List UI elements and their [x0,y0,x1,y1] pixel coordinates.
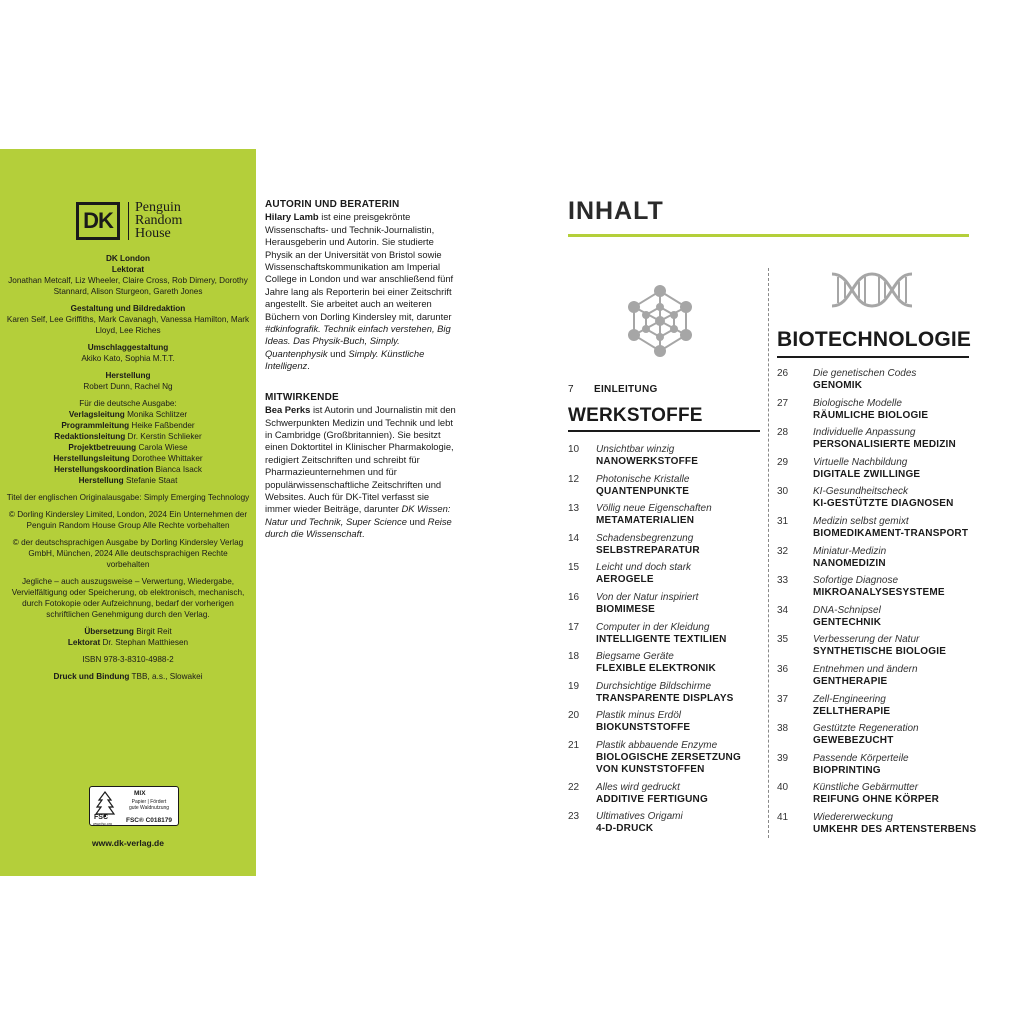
toc-title: GENOMIK [813,380,863,391]
toc-page: 18 [568,651,580,663]
toc-title: DIGITALE ZWILLINGE [813,468,921,480]
bio-italic: Simply. Künstliche Intelligenz [265,347,425,372]
toc-title: NANOMEDIZIN [813,557,886,569]
imprint-names: Karen Self, Lee Griffiths, Mark Cavanagh, Vanessa Hamilton, Mark Lloyd, Lee Riches [6,315,250,335]
column-separator [768,268,769,838]
toc-page: 15 [568,562,580,574]
toc-page: 10 [568,444,580,455]
translation-label: Übersetzung [84,627,134,636]
bio-italic: #dkinfografik. Technik einfach verstehen, Big Ideas. Das Physik-Buch, Simply. Quantenphysik [265,323,451,359]
section-rule [777,356,969,358]
dna-helix-icon [830,270,914,310]
role-label: Verlagsleitung [68,410,125,419]
logo-separator [128,202,129,240]
rights-notice: Jegliche – auch auszugsweise – Verwertung, Wiedergabe, Vervielfältigung oder Speicherung, ob elektronisch, mechanisch, durch Fotokopie oder Aufzeichnung, bedarf der vorherigen schriftlichen Genehmigung durch den Verlag. [11,577,245,619]
role-label: Herstellungsleitung [53,454,130,463]
toc-title: PERSONALISIERTE MEDIZIN [813,439,956,451]
toc-page: 38 [777,723,789,735]
toc-subtitle: Virtuelle Nachbildung [813,456,908,468]
fsc-line: gute Waldnutzung [128,805,170,811]
publisher-line: Random [135,213,183,228]
toc-page: 41 [777,812,789,823]
toc-page: 37 [777,693,789,705]
toc-page: 16 [568,592,580,603]
title-rule [568,234,969,237]
toc-subtitle: KI-Gesundheitscheck [813,486,909,498]
contributor-bio [265,404,457,540]
imprint-names: Jonathan Metcalf, Liz Wheeler, Claire Cross, Rob Dimery, Dorothy Stannard, Alison Sturgeon, Gareth Jones [8,276,248,296]
toc-page: 19 [568,680,580,692]
contributor-name: Bea Perks [265,404,311,416]
toc-intro-label: EINLEITUNG [594,384,658,395]
contents-title: INHALT [568,197,664,225]
toc-title: BIOLOGISCHE ZERSETZUNG [596,752,741,763]
section-title-biotechnologie: BIOTECHNOLOGIE [777,328,972,351]
toc-subtitle: Durchsichtige Bildschirme [596,680,712,692]
bio-italic: Reise durch die Wissenschaft [265,515,452,540]
toc-title: TRANSPARENTE DISPLAYS [596,692,734,704]
toc-page: 20 [568,710,580,722]
toc-subtitle: Gestützte Regeneration [813,723,919,735]
publisher-line: House [135,226,171,241]
fsc-mix: MIX [134,790,146,797]
role-name: Heike Faßbender [131,421,195,430]
toc-page: 22 [568,781,580,793]
bio-text: ist Autorin und Journalistin mit den Schwerpunkten Medizin und Technik und lebt in Cambridge (Großbritannien). Sie besitzt einen Doktortitel in Klinischer Pharmakologie, redigiert Zeitschriften und schreibt für Pharmazieunternehmen und für populärwissenschaftliche Zeitschriften und Websites. Auch für DK-Titel verfasst sie immer wieder Beiträge, darunter [265,404,456,515]
bio-text: ist eine preisgekrönte Wissenschafts- und Technik-Journalistin, Herausgeberin und Autorin. Sie studierte Physik an der Universität von Bristol sowie Wissenschaftskommunikation am Imperial College in London und war anschließend fünf Jahre lang als Reporterin bei einer Zeitschrift angestellt. Sie arbeitet auch an weiteren Büchern von Dorling Kindersley mit, darunter [265,211,454,322]
toc-subtitle: Verbesserung der Natur [813,634,920,646]
translation-credits [6,626,250,648]
imprint-panel [0,149,256,876]
copyright-uk: © Dorling Kindersley Limited, London, 2024 Ein Unternehmen der Penguin Random House Group Alle Rechte vorbehalten [8,510,248,530]
imprint-head: DK London [105,254,151,263]
bio-text: und [406,515,428,527]
print-credits [6,671,250,682]
toc-page: 36 [777,664,789,675]
toc-title: GENTECHNIK [813,616,882,628]
role-label: Programmleitung [61,421,130,430]
toc-page: 7 [568,384,574,395]
toc-page: 29 [777,456,789,468]
toc-page: 34 [777,604,789,616]
author-heading: AUTORIN UND BERATERIN [265,199,400,210]
bio-text: und [327,347,349,359]
toc-title: RÄUMLICHE BIOLOGIE [813,409,929,421]
toc-subtitle: Ultimatives Origami [596,811,683,823]
toc-page: 23 [568,811,580,823]
spacer [265,373,457,392]
toc-title: GEWEBEZUCHT [813,735,894,747]
toc-title: 4-D-DRUCK [596,823,654,835]
role-name: Bianca Isack [155,465,202,474]
imprint-block-cover [6,342,250,364]
lektorat-name: Dr. Stephan Matthiesen [102,638,189,647]
toc-subtitle: Wiedererweckung [813,812,893,823]
toc-subtitle: Entnehmen und ändern [813,664,918,675]
toc-page: 12 [568,473,580,485]
toc-subtitle: DNA-Schnipsel [813,604,881,616]
bio-text: . [361,528,365,540]
toc-subtitle: Zell-Engineering [813,693,886,705]
website-link[interactable]: www.dk-verlag.de [92,838,164,848]
toc-subtitle: Die genetischen Codes [813,368,917,379]
toc-subtitle: Medizin selbst gemixt [813,516,909,527]
toc-page: 39 [777,752,789,764]
toc-title: GENTHERAPIE [813,676,888,687]
toc-page: 14 [568,532,580,544]
toc-subtitle: Miniatur-Medizin [813,545,887,557]
toc-page: 17 [568,621,580,633]
toc-title: AEROGELE [596,574,654,586]
role-name: Dr. Kerstin Schlieker [127,432,202,441]
imprint-names: Akiko Kato, Sophia M.T.T. [81,354,175,363]
imprint-subhead: Lektorat [111,265,145,274]
authors-column [265,199,457,541]
fsc-url: www.fsc.org [93,822,112,826]
toc-title: MIKROANALYSESYSTEME [813,587,945,599]
publisher-wordmark [135,201,182,240]
toc-subtitle: Sofortige Diagnose [813,575,899,587]
role-label: Herstellung [78,476,124,485]
dk-logo-mark: DK [76,202,120,240]
toc-title: BIOMIMESE [596,604,656,615]
publisher-line: Penguin [135,200,181,215]
author-bio [265,211,457,372]
fsc-code: FSC® C018179 [126,817,172,824]
molecule-icon [622,283,698,359]
imprint-block-production [6,370,250,392]
section-title-werkstoffe: WERKSTOFFE [568,405,703,426]
toc-subtitle: Plastik minus Erdöl [596,710,682,722]
toc-title: BIOMEDIKAMENT-TRANSPORT [813,528,969,539]
toc-page: 28 [777,427,789,439]
toc-title: UMKEHR DES ARTENSTERBENS [813,824,977,835]
toc-title: ADDITIVE FERTIGUNG [596,793,708,805]
toc-title: QUANTENPUNKTE [596,485,690,497]
toc-page: 26 [777,368,789,379]
dk-logo [76,202,186,242]
toc-subtitle: Biegsame Geräte [596,651,674,663]
toc-page: 31 [777,516,789,527]
toc-subtitle: Alles wird gedruckt [596,781,680,793]
toc-page: 30 [777,486,789,498]
fsc-label [89,786,179,826]
fsc-lines [120,799,178,811]
toc-subtitle: Biologische Modelle [813,397,902,409]
imprint-block-london [6,253,250,297]
author-name: Hilary Lamb [265,211,319,223]
imprint-head: Umschlaggestaltung [87,343,169,352]
print-name: TBB, a.s., Slowakei [131,672,203,681]
toc-title: ZELLTHERAPIE [813,705,891,717]
toc-page: 33 [777,575,789,587]
role-name: Carola Wiese [138,443,188,452]
fsc-line: Papier | Fördert [131,799,167,805]
toc-page: 32 [777,545,789,557]
toc-subtitle: Plastik abbauende Enzyme [596,740,718,751]
section-rule [568,430,760,432]
toc-page: 35 [777,634,789,646]
role-name: Dorothee Whittaker [132,454,203,463]
fsc-logo-text: FSC [94,814,108,821]
bio-text: . [307,360,310,372]
role-label: Herstellungskoordination [54,465,154,474]
toc-page: 40 [777,782,789,794]
imprint-head: Herstellung [105,371,151,380]
imprint-block-german [6,398,250,486]
role-label: Redaktionsleitung [54,432,126,441]
toc-subtitle: Unsichtbar winzig [596,444,675,455]
toc-page: 13 [568,503,580,515]
toc-subtitle: Passende Körperteile [813,752,909,764]
print-label: Druck und Bindung [53,672,130,681]
imprint-names: Robert Dunn, Rachel Ng [83,382,173,391]
lektorat-label: Lektorat [67,638,101,647]
toc-subtitle: Photonische Kristalle [596,473,690,485]
toc-title: NANOWERKSTOFFE [596,456,699,467]
toc-title: BIOPRINTING [813,764,881,776]
bio-italic: DK Wissen: Natur und Technik, Super Science [265,503,451,527]
toc-subtitle: Individuelle Anpassung [813,427,916,439]
toc-subtitle: Von der Natur inspiriert [596,592,699,603]
imprint-head: Gestaltung und Bildredaktion [70,304,186,313]
imprint-block-design [6,303,250,336]
original-title: Titel der englischen Originalausgabe: Simply Emerging Technology [6,493,250,502]
toc-title: METAMATERIALIEN [596,515,695,527]
toc-title: SYNTHETISCHE BIOLOGIE [813,646,947,658]
toc-subtitle: Leicht und doch stark [596,562,692,574]
copyright-de: © der deutschsprachigen Ausgabe by Dorling Kindersley Verlag GmbH, München, 2024 Alle deutschsprachigen Rechte vorbehalten [12,538,244,569]
toc-subtitle: Schadensbegrenzung [596,532,694,544]
role-name: Stefanie Staat [125,476,178,485]
translation-name: Birgit Reit [136,627,172,636]
contributors-heading: MITWIRKENDE [265,391,339,403]
toc-title: REIFUNG OHNE KÖRPER [813,794,940,806]
toc-page: 27 [777,397,789,409]
toc-title: INTELLIGENTE TEXTILIEN [596,633,727,645]
role-name: Monika Schlitzer [127,410,188,419]
toc-title: KI-GESTÜTZTE DIAGNOSEN [813,498,954,510]
isbn: ISBN 978-3-8310-4988-2 [82,655,174,664]
toc-subtitle: Künstliche Gebärmutter [813,782,919,794]
toc-title: SELBSTREPARATUR [596,544,700,556]
toc-title: FLEXIBLE ELEKTRONIK [596,663,716,675]
toc-subtitle: Computer in der Kleidung [596,621,710,633]
imprint-text [6,253,250,688]
toc-title: VON KUNSTSTOFFEN [596,764,705,775]
toc-title: BIOKUNSTSTOFFE [596,722,691,734]
toc-page: 21 [568,740,580,751]
role-label: Projektbetreuung [68,443,137,452]
toc-subtitle: Völlig neue Eigenschaften [596,503,712,515]
german-intro: Für die deutsche Ausgabe: [79,399,177,408]
